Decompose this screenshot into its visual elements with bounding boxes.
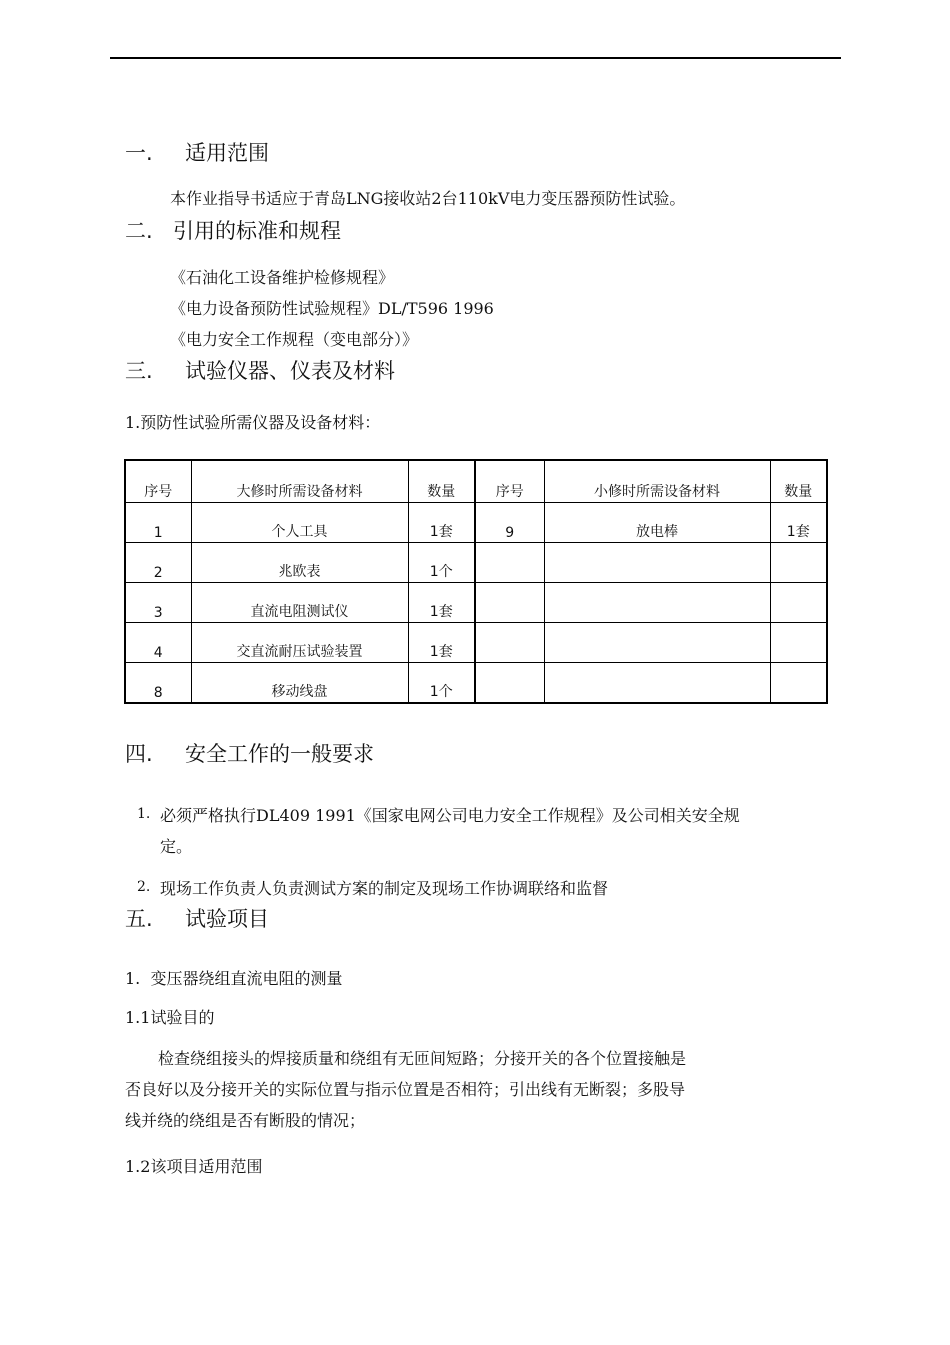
paragraph-line: 检查绕组接头的焊接质量和绕组有无匝间短路；分接开关的各个位置接触是: [158, 1049, 687, 1068]
table-cell: [544, 663, 770, 704]
table-cell: [770, 543, 827, 583]
reference-item: 《石油化工设备维护检修规程》: [170, 268, 395, 287]
section-title: 适用范围: [185, 141, 269, 165]
list-item-text: 必须严格执行DL409 1991《国家电网公司电力安全工作规程》及公司相关安全规: [160, 806, 740, 825]
list-item-text: 现场工作负责人负责测试方案的制定及现场工作协调联络和监督: [160, 879, 609, 898]
list-number: 2.: [137, 879, 151, 895]
table-cell: [475, 543, 544, 583]
table-cell: 1套: [408, 503, 475, 543]
section-1-heading: [125, 137, 269, 167]
table-cell: 1套: [770, 503, 827, 543]
table-cell: [475, 663, 544, 704]
table-cell: 交直流耐压试验装置: [191, 623, 408, 663]
list-item-text-continued: 定。: [160, 837, 193, 856]
section-4-heading: [125, 738, 374, 768]
table-row: [125, 623, 827, 663]
table-cell: 9: [475, 503, 544, 543]
table-row: [125, 503, 827, 543]
table-cell: [544, 583, 770, 623]
table-cell: 1: [125, 503, 191, 543]
reference-item: 《电力安全工作规程（变电部分）》: [170, 330, 419, 349]
table-cell: 1套: [408, 583, 475, 623]
section-number: 四.: [125, 742, 153, 766]
table-cell: 1套: [408, 623, 475, 663]
paragraph-line: 否良好以及分接开关的实际位置与指示位置是否相符；引出线有无断裂；多股导: [125, 1080, 686, 1099]
section-3-intro: 1.预防性试验所需仪器及设备材料：: [125, 413, 381, 432]
section-3-heading: [125, 355, 395, 385]
table-cell: [770, 623, 827, 663]
table-cell: 8: [125, 663, 191, 704]
table-cell: 2: [125, 543, 191, 583]
header-rule: [110, 57, 841, 59]
table-row: [125, 663, 827, 704]
list-number: 1.: [137, 806, 151, 822]
table-cell: 3: [125, 583, 191, 623]
header-cell: 数量: [408, 460, 475, 503]
table-row: [125, 543, 827, 583]
table-cell: 个人工具: [191, 503, 408, 543]
header-cell: 小修时所需设备材料: [544, 460, 770, 503]
section-1-body: 本作业指导书适应于青岛LNG接收站2台110kV电力变压器预防性试验。: [170, 189, 686, 208]
table-cell: 4: [125, 623, 191, 663]
table-cell: 放电棒: [544, 503, 770, 543]
table-cell: 直流电阻测试仪: [191, 583, 408, 623]
table-cell: 1个: [408, 663, 475, 704]
table-row: [125, 583, 827, 623]
reference-item: 《电力设备预防性试验规程》DL/T596 1996: [170, 299, 494, 318]
header-cell: 序号: [475, 460, 544, 503]
table-cell: [770, 663, 827, 704]
subsection-heading: 1.2该项目适用范围: [125, 1157, 263, 1176]
header-cell: 序号: [125, 460, 191, 503]
section-2-heading: [125, 215, 341, 245]
header-cell: 数量: [770, 460, 827, 503]
section-number: 二.: [125, 219, 153, 243]
equipment-table: [124, 459, 828, 704]
section-title: 试验仪器、仪表及材料: [185, 359, 395, 383]
table-cell: [475, 623, 544, 663]
table-cell: 兆欧表: [191, 543, 408, 583]
table-cell: 1个: [408, 543, 475, 583]
table-cell: [770, 583, 827, 623]
section-number: 一.: [125, 141, 153, 165]
table-cell: [544, 623, 770, 663]
subsection-heading: 1.1试验目的: [125, 1008, 215, 1027]
table-header-row: [125, 460, 827, 503]
header-cell: 大修时所需设备材料: [191, 460, 408, 503]
section-title: 安全工作的一般要求: [185, 742, 374, 766]
section-title: 引用的标准和规程: [173, 219, 341, 243]
table-cell: [544, 543, 770, 583]
section-number: 三.: [125, 359, 153, 383]
section-title: 试验项目: [185, 907, 269, 931]
table-cell: 移动线盘: [191, 663, 408, 704]
paragraph-line: 线并绕的绕组是否有断股的情况；: [125, 1111, 366, 1130]
table-cell: [475, 583, 544, 623]
subsection-heading: 1. 变压器绕组直流电阻的测量: [125, 969, 343, 988]
section-5-heading: [125, 903, 269, 933]
section-number: 五.: [125, 907, 153, 931]
